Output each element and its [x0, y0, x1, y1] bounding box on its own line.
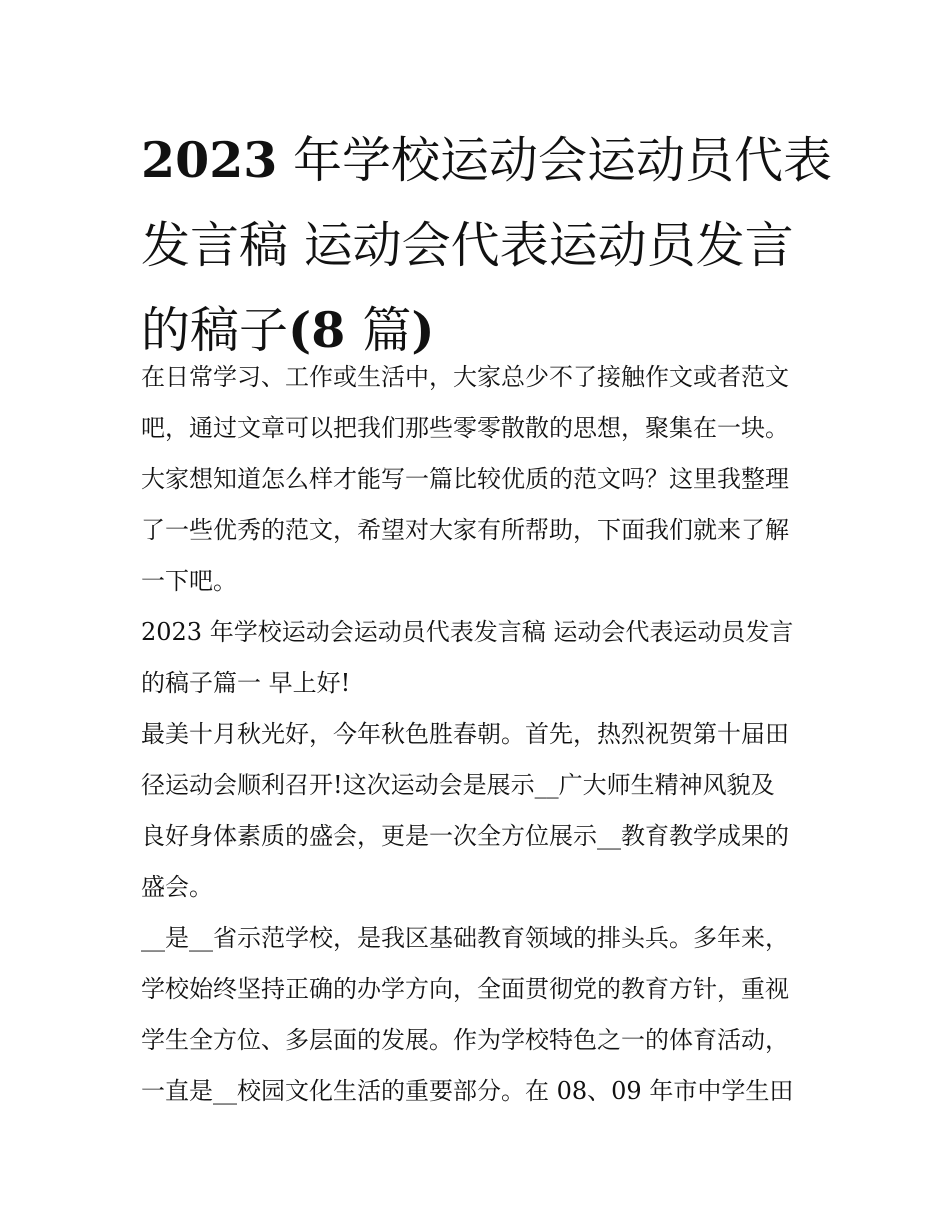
title-line-3: 的稿子(8 篇): [141, 301, 435, 359]
title-year: 2023: [141, 131, 278, 189]
title-line-1-rest: 年学校运动会运动员代表: [277, 132, 832, 189]
body-line: 盛会。: [141, 873, 213, 901]
title-line-2: 发言稿 运动会代表运动员发言: [141, 217, 794, 274]
title-line-1: [141, 118, 832, 203]
body-line: 一下吧。: [141, 567, 237, 595]
body-line: 径运动会顺利召开!这次运动会是展示__广大师生精神风貌及: [141, 771, 775, 799]
body-line: 在日常学习、工作或生活中，大家总少不了接触作文或者范文: [141, 363, 789, 391]
document-body: [141, 352, 831, 1117]
body-line: 一直是__校园文化生活的重要部分。在 08、09 年市中学生田: [141, 1077, 794, 1105]
body-line: 学生全方位、多层面的发展。作为学校特色之一的体育活动，: [141, 1026, 789, 1054]
body-line: 良好身体素质的盛会，更是一次全方位展示__教育教学成果的: [141, 822, 789, 850]
body-line: __是__省示范学校，是我区基础教育领域的排头兵。多年来，: [141, 924, 789, 952]
section-heading-line: 的稿子篇一 早上好!: [141, 669, 351, 697]
title-close-paren: ): [411, 301, 435, 359]
body-line: 吧，通过文章可以把我们那些零零散散的思想，聚集在一块。: [141, 414, 789, 442]
body-line: 大家想知道怎么样才能写一篇比较优质的范文吗？这里我整理: [141, 465, 789, 493]
title-count: (8: [288, 301, 363, 359]
body-line: 了一些优秀的范文，希望对大家有所帮助，下面我们就来了解: [141, 516, 789, 544]
body-line: 最美十月秋光好，今年秋色胜春朝。首先，热烈祝贺第十届田: [141, 720, 789, 748]
section-heading-line: 2023 年学校运动会运动员代表发言稿 运动会代表运动员发言: [141, 618, 794, 646]
document-title: [141, 118, 832, 373]
body-line: 学校始终坚持正确的办学方向，全面贯彻党的教育方针，重视: [141, 975, 789, 1003]
